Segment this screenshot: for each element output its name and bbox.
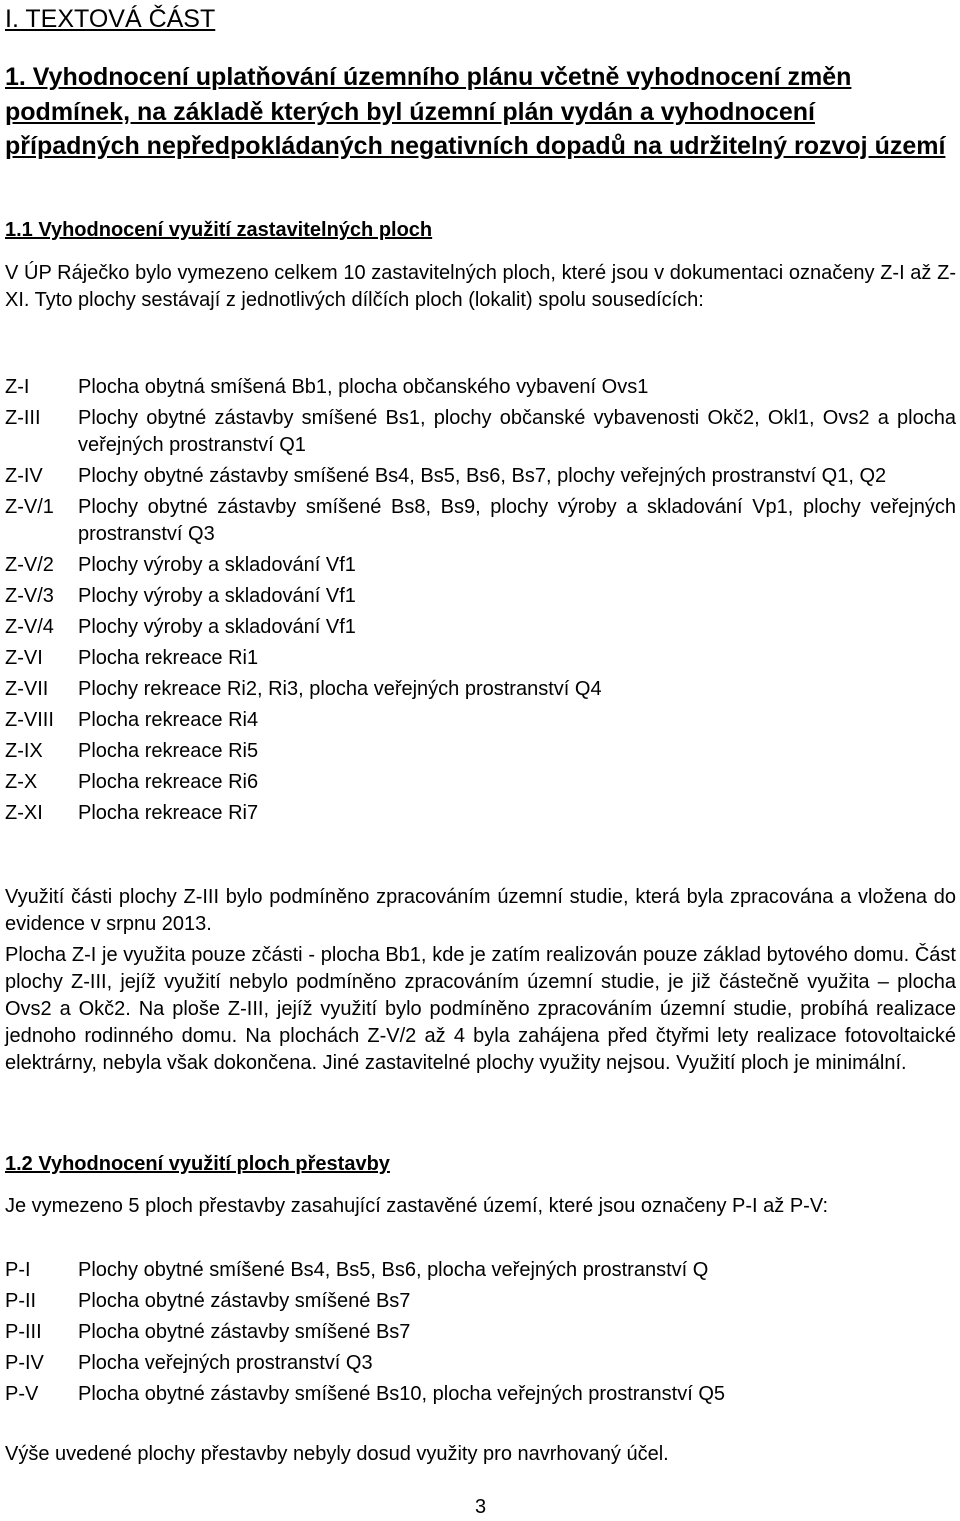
area-code: Z-VI [5,647,43,669]
area-description: Plochy obytné zástavby smíšené Bs4, Bs5, Bs6, Bs7, plochy veřejných prostranství Q1, Q2 [78,465,887,487]
part-title: I. TEXTOVÁ ČÁST [5,5,216,33]
area-code: Z-XI [5,802,43,824]
list-item [5,583,956,610]
list-item [5,1257,956,1284]
area-code: Z-IX [5,740,43,762]
main-heading: 1. Vyhodnocení uplatňování územního plánu včetně vyhodnocení změn podmínek, na základě kterých byl územní plán vydán a vyhodnocení případných nepředpokládaných negativních dopadů na udržitelný rozvoj území [5,63,946,160]
area-description: Plocha rekreace Ri6 [78,771,259,793]
list-item [5,1381,956,1408]
section-1-1-heading: 1.1 Vyhodnocení využití zastavitelných ploch [5,219,433,241]
list-item [5,645,956,672]
list-item [5,1319,956,1346]
area-description: Plocha obytná smíšená Bb1, plocha občanského vybavení Ovs1 [78,376,649,398]
area-code: Z-V/4 [5,616,54,638]
area-description: Plocha rekreace Ri7 [78,802,259,824]
list-item [5,707,956,734]
list-item [5,738,956,765]
area-code: Z-I [5,376,30,398]
area-code: Z-X [5,771,38,793]
area-code: P-V [5,1383,39,1405]
area-code: Z-V/1 [5,496,54,518]
area-description: Plocha rekreace Ri5 [78,740,259,762]
list-item [5,552,956,579]
area-code: P-II [5,1290,37,1312]
area-description: Plocha rekreace Ri4 [78,709,259,731]
area-code: Z-V/3 [5,585,54,607]
list-item [5,463,956,490]
area-description: Plochy výroby a skladování Vf1 [78,554,356,576]
area-description: Plocha obytné zástavby smíšené Bs10, plocha veřejných prostranství Q5 [78,1383,726,1405]
area-description: Plocha veřejných prostranství Q3 [78,1352,373,1374]
area-description: Plochy obytné zástavby smíšené Bs1, plochy občanské vybavenosti Okč2, Okl1, Ovs2 a plocha veřejných prostranství Q1 [78,407,956,456]
area-description: Plochy obytné zástavby smíšené Bs8, Bs9, plochy výroby a skladování Vp1, plochy veřejných prostranství Q3 [78,496,956,545]
area-description: Plochy rekreace Ri2, Ri3, plocha veřejných prostranství Q4 [78,678,602,700]
area-code: Z-IV [5,465,43,487]
prestavba-plochy-list [5,1257,956,1408]
list-item [5,405,956,459]
list-item [5,1350,956,1377]
list-item [5,676,956,703]
zastavitelne-plochy-list [5,374,956,827]
list-item [5,614,956,641]
section-1-1-paragraph-2: Plocha Z-I je využita pouze zčásti - plocha Bb1, kde je zatím realizován pouze základ bytového domu. Část plochy Z-III, jejíž využití nebylo podmíněno zpracováním územní studie, je již částečně využita – plocha Ovs2 a Okč2. Na ploše Z-III, jejíž využití bylo podmíněno zpracováním územní studie, probíhá realizace jednoho rodinného domu. Na plochách Z-V/2 až 4 byla zahájena před čtyřmi lety realizace fotovoltaické elektrárny, nebyla však dokončena. Jiné zastavitelné plochy využity nejsou. Využití ploch je minimální. [5,944,956,1074]
list-item [5,769,956,796]
section-1-2-closing: Výše uvedené plochy přestavby nebyly dosud využity pro navrhovaný účel. [5,1443,669,1465]
area-code: Z-V/2 [5,554,54,576]
section-1-1-intro: V ÚP Ráječko bylo vymezeno celkem 10 zastavitelných ploch, které jsou v dokumentaci označeny Z-I až Z-XI. Tyto plochy sestávají z jednotlivých dílčích ploch (lokalit) spolu sousedících: [5,262,956,311]
area-description: Plochy výroby a skladování Vf1 [78,585,356,607]
area-code: P-III [5,1321,42,1343]
section-1-1-paragraph-1: Využití části plochy Z-III bylo podmíněno zpracováním územní studie, která byla zpracována a vložena do evidence v srpnu 2013. [5,886,956,935]
area-code: Z-VII [5,678,49,700]
list-item [5,800,956,827]
area-description: Plocha rekreace Ri1 [78,647,259,669]
area-code: Z-VIII [5,709,54,731]
area-description: Plocha obytné zástavby smíšené Bs7 [78,1290,411,1312]
list-item [5,1288,956,1315]
area-code: Z-III [5,407,41,429]
area-code: P-I [5,1259,31,1281]
page-number: 3 [474,1496,487,1518]
section-1-2-heading: 1.2 Vyhodnocení využití ploch přestavby [5,1153,390,1175]
list-item [5,374,956,401]
area-description: Plocha obytné zástavby smíšené Bs7 [78,1321,411,1343]
area-description: Plochy obytné smíšené Bs4, Bs5, Bs6, plocha veřejných prostranství Q [78,1259,709,1281]
area-description: Plochy výroby a skladování Vf1 [78,616,356,638]
section-1-2-intro: Je vymezeno 5 ploch přestavby zasahující zastavěné území, které jsou označeny P-I až P-V: [5,1195,828,1217]
area-code: P-IV [5,1352,44,1374]
list-item [5,494,956,548]
